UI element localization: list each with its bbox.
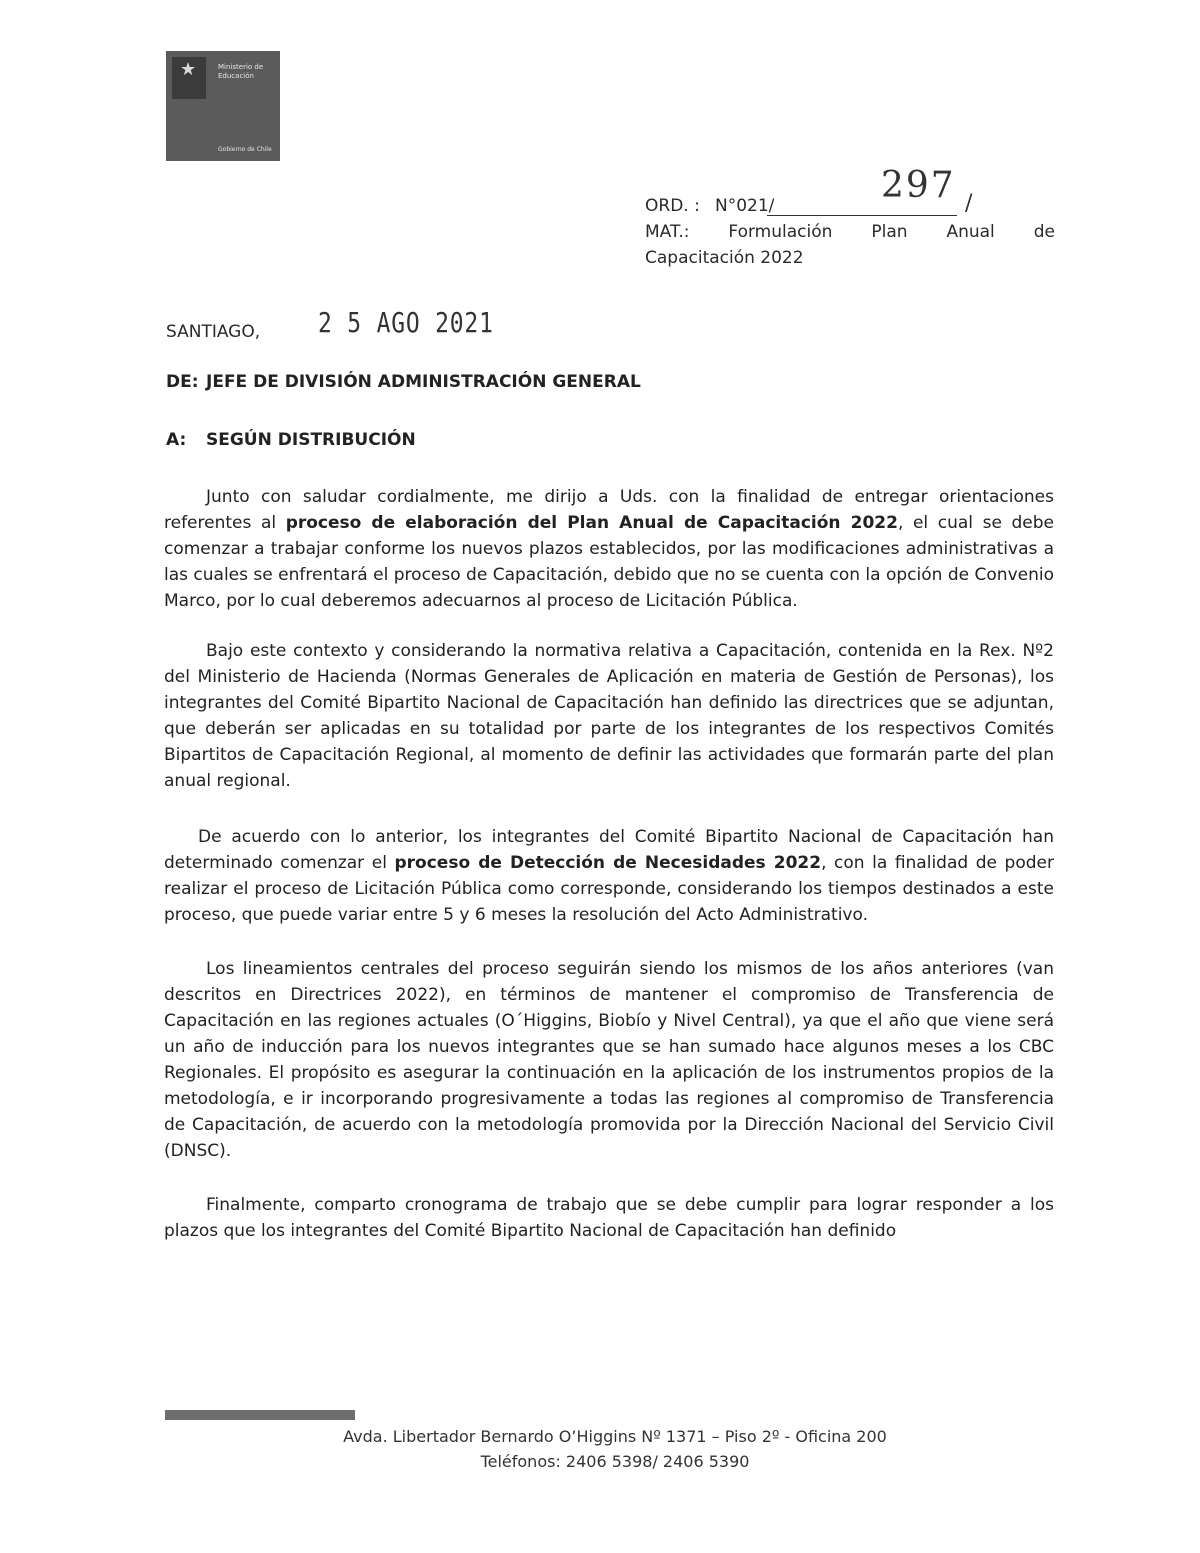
- logo-government-text: Gobierno de Chile: [218, 146, 272, 153]
- star-icon: ★: [180, 59, 197, 80]
- paragraph-4-text: Los lineamientos centrales del proceso seguirán siendo los mismos de los años anteriores (van descritos en Directrices 2022), en términos de mantener el compromiso de Transferencia de Capacitación en las regiones actuales (O´Higgins, Biobío y Nivel Central), ya que el año que viene será un año de inducción para los nuevos integrantes que se han sumado hace algunos meses a los CBC Regionales. El propósito es asegurar la continuación en la aplicación de los instrumentos propios de la metodología, e ir incorporando progresivamente a todas las regiones al compromiso de Transferencia de Capacitación, de acuerdo con la metodología promovida por la Dirección Nacional del Servicio Civil (DNSC).: [164, 959, 1054, 1161]
- mat-word: Plan: [871, 222, 908, 242]
- logo-ministry-text: Ministerio de Educación: [218, 63, 264, 80]
- place-label: SANTIAGO,: [166, 322, 261, 342]
- ord-underline: [767, 215, 957, 216]
- mat-label: MAT.:: [645, 222, 690, 242]
- paragraph-1-text-end: , el cual se debe comenzar a trabajar conforme los nuevos plazos establecidos, por las modificaciones administrativas a las cuales se enfrentará el proceso de Capacitación, debido que no se cuenta con la opción de Convenio Marco, por lo cual deberemos adecuarnos al proceso de Licitación Pública.: [164, 513, 1054, 611]
- paragraph-2: [164, 638, 1054, 794]
- ord-line: [645, 165, 1055, 218]
- footer: [335, 1424, 895, 1474]
- footer-address: Avda. Libertador Bernardo O’Higgins Nº 1371 – Piso 2º - Oficina 200: [343, 1427, 887, 1446]
- paragraph-1: [164, 484, 1054, 614]
- paragraph-3-text-end: , con la finalidad de poder realizar el proceso de Licitación Pública como corresponde, considerando los tiempos destinados a este proceso, que puede variar entre 5 y 6 meses la resolución del Acto Administrativo.: [164, 853, 1054, 925]
- mat-subject-line2: Capacitación 2022: [645, 248, 804, 268]
- from-value: JEFE DE DIVISIÓN ADMINISTRACIÓN GENERAL: [206, 372, 641, 392]
- ord-label: ORD. :: [645, 196, 700, 216]
- ord-number: N°021/: [715, 196, 775, 216]
- paragraph-2-text: Bajo este contexto y considerando la normativa relativa a Capacitación, contenida en la Rex. Nº2 del Ministerio de Hacienda (Normas Generales de Aplicación en materia de Gestión de Personas), los integrantes del Comité Bipartito Nacional de Capacitación han definido las directrices que se adjuntan, que deberán ser aplicadas en su totalidad por parte de los integrantes de los respectivos Comités Bipartitos de Capacitación Regional, al momento de definir las actividades que formarán parte del plan anual regional.: [164, 641, 1054, 791]
- footer-divider: [165, 1410, 355, 1420]
- paragraph-1-text: Junto con saludar cordialmente, me dirijo a Uds. con la finalidad de entregar orientaciones referentes al: [164, 487, 1054, 533]
- ord-handwritten-number: 297: [881, 165, 956, 206]
- mat-word: Anual: [946, 222, 995, 242]
- reference-block: [645, 165, 1055, 270]
- mat-line: [645, 220, 1055, 244]
- mat-word: de: [1033, 222, 1055, 242]
- paragraph-5-text: Finalmente, comparto cronograma de trabajo que se debe cumplir para lograr responder a los plazos que los integrantes del Comité Bipartito Nacional de Capacitación han definido: [164, 1195, 1054, 1241]
- from-line: [166, 372, 641, 392]
- paragraph-3-bold: proceso de Detección de Necesidades 2022: [394, 853, 822, 873]
- paragraph-3: [164, 824, 1054, 928]
- from-label: DE:: [166, 372, 199, 392]
- ord-slash: /: [965, 191, 973, 216]
- footer-phones: Teléfonos: 2406 5398/ 2406 5390: [480, 1452, 750, 1471]
- to-line: [166, 430, 416, 450]
- date-stamp: 2 5 AGO 2021: [318, 306, 494, 339]
- ministry-logo: [166, 51, 280, 161]
- paragraph-3-text: De acuerdo con lo anterior, los integrantes del Comité Bipartito Nacional de Capacitación han determinado comenzar el: [164, 827, 1054, 873]
- to-value: SEGÚN DISTRIBUCIÓN: [206, 430, 416, 450]
- mat-word: Formulación: [728, 222, 833, 242]
- paragraph-5: [164, 1192, 1054, 1244]
- paragraph-4: [164, 956, 1054, 1164]
- to-label: A:: [166, 430, 187, 450]
- paragraph-1-bold: proceso de elaboración del Plan Anual de Capacitación 2022: [285, 513, 898, 533]
